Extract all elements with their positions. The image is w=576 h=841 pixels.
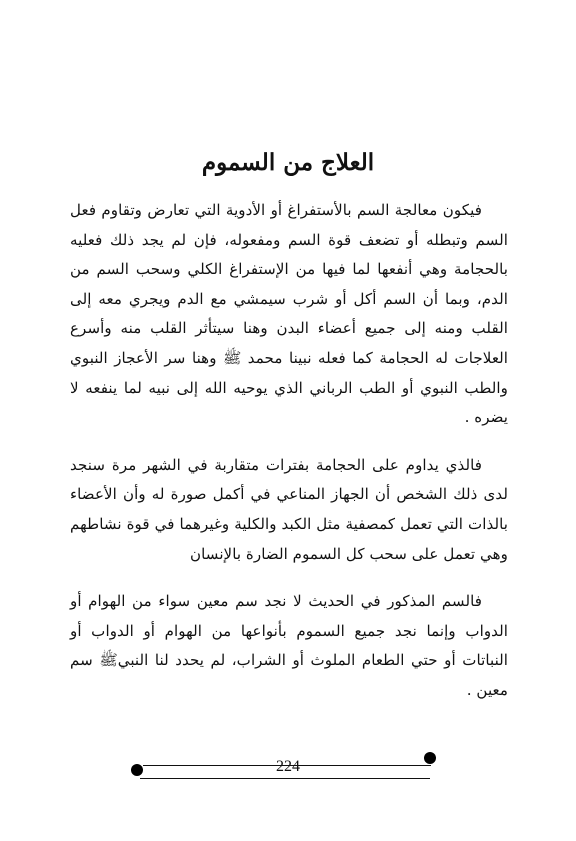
footer-underline [140,778,430,779]
body-text [70,196,508,706]
footer-ornament-dot-left [131,764,143,776]
paragraph-1: فيكون معالجة السم بالأستفراغ أو الأدوية التي تعارض وتقاوم فعل السم وتبطله أو تضعف قوة السم ومفعوله، فإن لم يجد ذلك فعليه بالحجامة وهي أنفعها لما فيها من الإستفراغ الكلي وسحب السم من الدم، وبما أن السم أكل أو شرب سيمشي مع الدم ويجري معه إلى القلب ومنه إلى جميع أعضاء البدن وهنا سيتأثر القلب منه وأسرع العلاجات له الحجامة كما فعله نبينا محمد ﷺ وهنا سر الأعجاز النبوي والطب النبوي أو الطب الرباني الذي يوحيه الله إلى نبيه لما ينفعه لا يضره . [70,201,508,427]
chapter-title: العلاج من السموم [201,149,375,176]
paragraph-3: فالسم المذكور في الحديث لا نجد سم معين سواء من الهوام أو الدواب وإنما نجد جميع السموم بأنواعها من الهوام أو الدواب أو النباتات أو حتي الطعام الملوث أو الشراب، لم يحدد لنا النبيﷺ سم معين . [70,592,508,699]
paragraph-2: فالذي يداوم على الحجامة بفترات متقاربة في الشهر مرة سنجد لدى ذلك الشخص أن الجهاز المناعي في أكمل صورة له وأن الأعضاء بالذات التي تعمل كمصفية مثل الكبد والكلية وغيرهما في قوة نشاطهم وهي تعمل على سحب كل السموم الضارة بالإنسان [70,455,508,563]
page-number: 224 [276,758,300,775]
footer-ornament-dot-right [424,752,436,764]
